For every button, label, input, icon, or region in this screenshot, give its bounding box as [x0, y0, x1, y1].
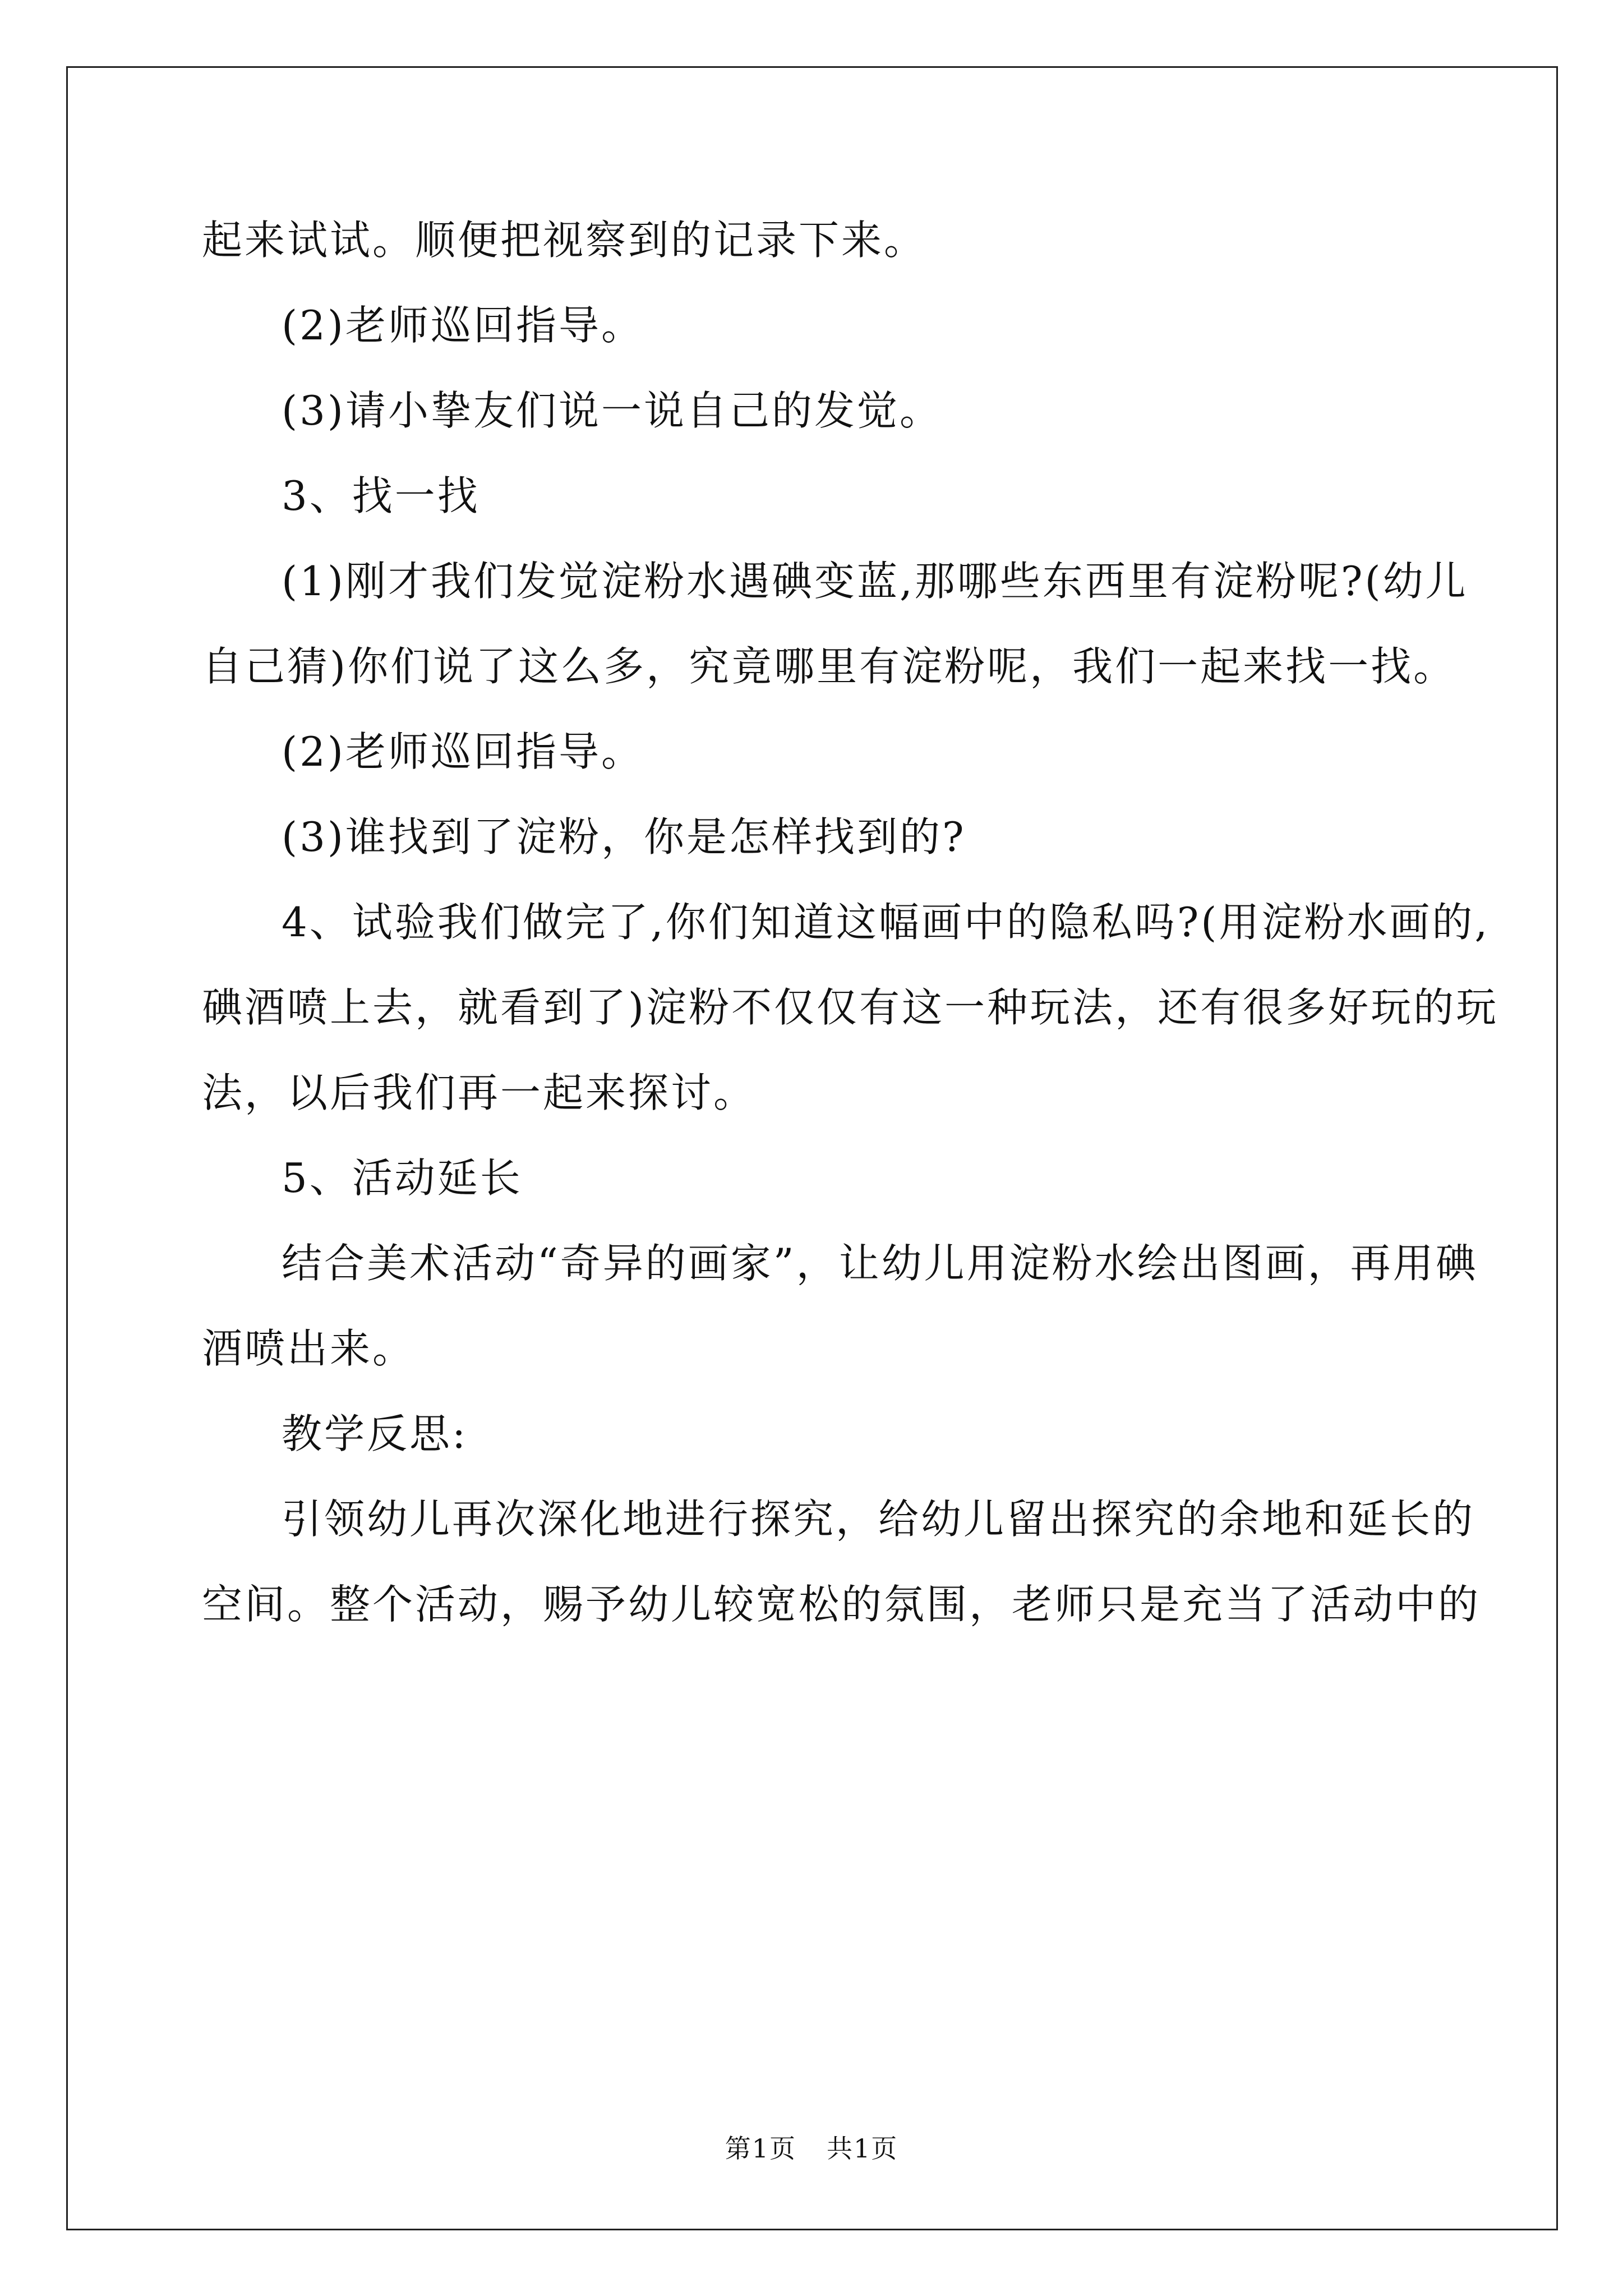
text-line: 起来试试。顺便把视察到的记录下来。 [202, 217, 927, 264]
page-number: 第1页 [725, 2133, 796, 2164]
page-footer [0, 2132, 1623, 2165]
text-line: (3)谁找到了淀粉，你是怎样找到的? [282, 813, 966, 861]
text-line: (3)请小挚友们说一说自己的发觉。 [282, 387, 942, 434]
text-line: 4、试验我们做完了,你们知道这幅画中的隐私吗?(用淀粉水画的, [282, 899, 1490, 946]
page-count: 共1页 [827, 2133, 898, 2164]
text-line: 引领幼儿再次深化地进行探究，给幼儿留出探究的余地和延长的 [282, 1496, 1476, 1543]
text-line: 空间。整个活动，赐予幼儿较宽松的氛围，老师只是充当了活动中的 [202, 1581, 1481, 1628]
section-heading: 教学反思: [282, 1410, 468, 1457]
text-line: 法，以后我们再一起来探讨。 [202, 1069, 757, 1116]
section-heading: 5、活动延长 [282, 1154, 523, 1202]
text-line: (2)老师巡回指导。 [282, 302, 644, 349]
text-line: 结合美术活动“奇异的画家”，让幼儿用淀粉水绘出图画，再用碘 [282, 1240, 1478, 1287]
text-line: 酒喷出来。 [202, 1325, 416, 1372]
section-heading: 3、找一找 [282, 472, 480, 519]
text-line: (2)老师巡回指导。 [282, 728, 644, 775]
text-line: 自己猜)你们说了这么多，究竟哪里有淀粉呢，我们一起来找一找。 [202, 643, 1456, 690]
text-line: 碘酒喷上去，就看到了)淀粉不仅仅有这一种玩法，还有很多好玩的玩 [202, 984, 1499, 1031]
text-line: (1)刚才我们发觉淀粉水遇碘变蓝,那哪些东西里有淀粉呢?(幼儿 [282, 558, 1468, 605]
